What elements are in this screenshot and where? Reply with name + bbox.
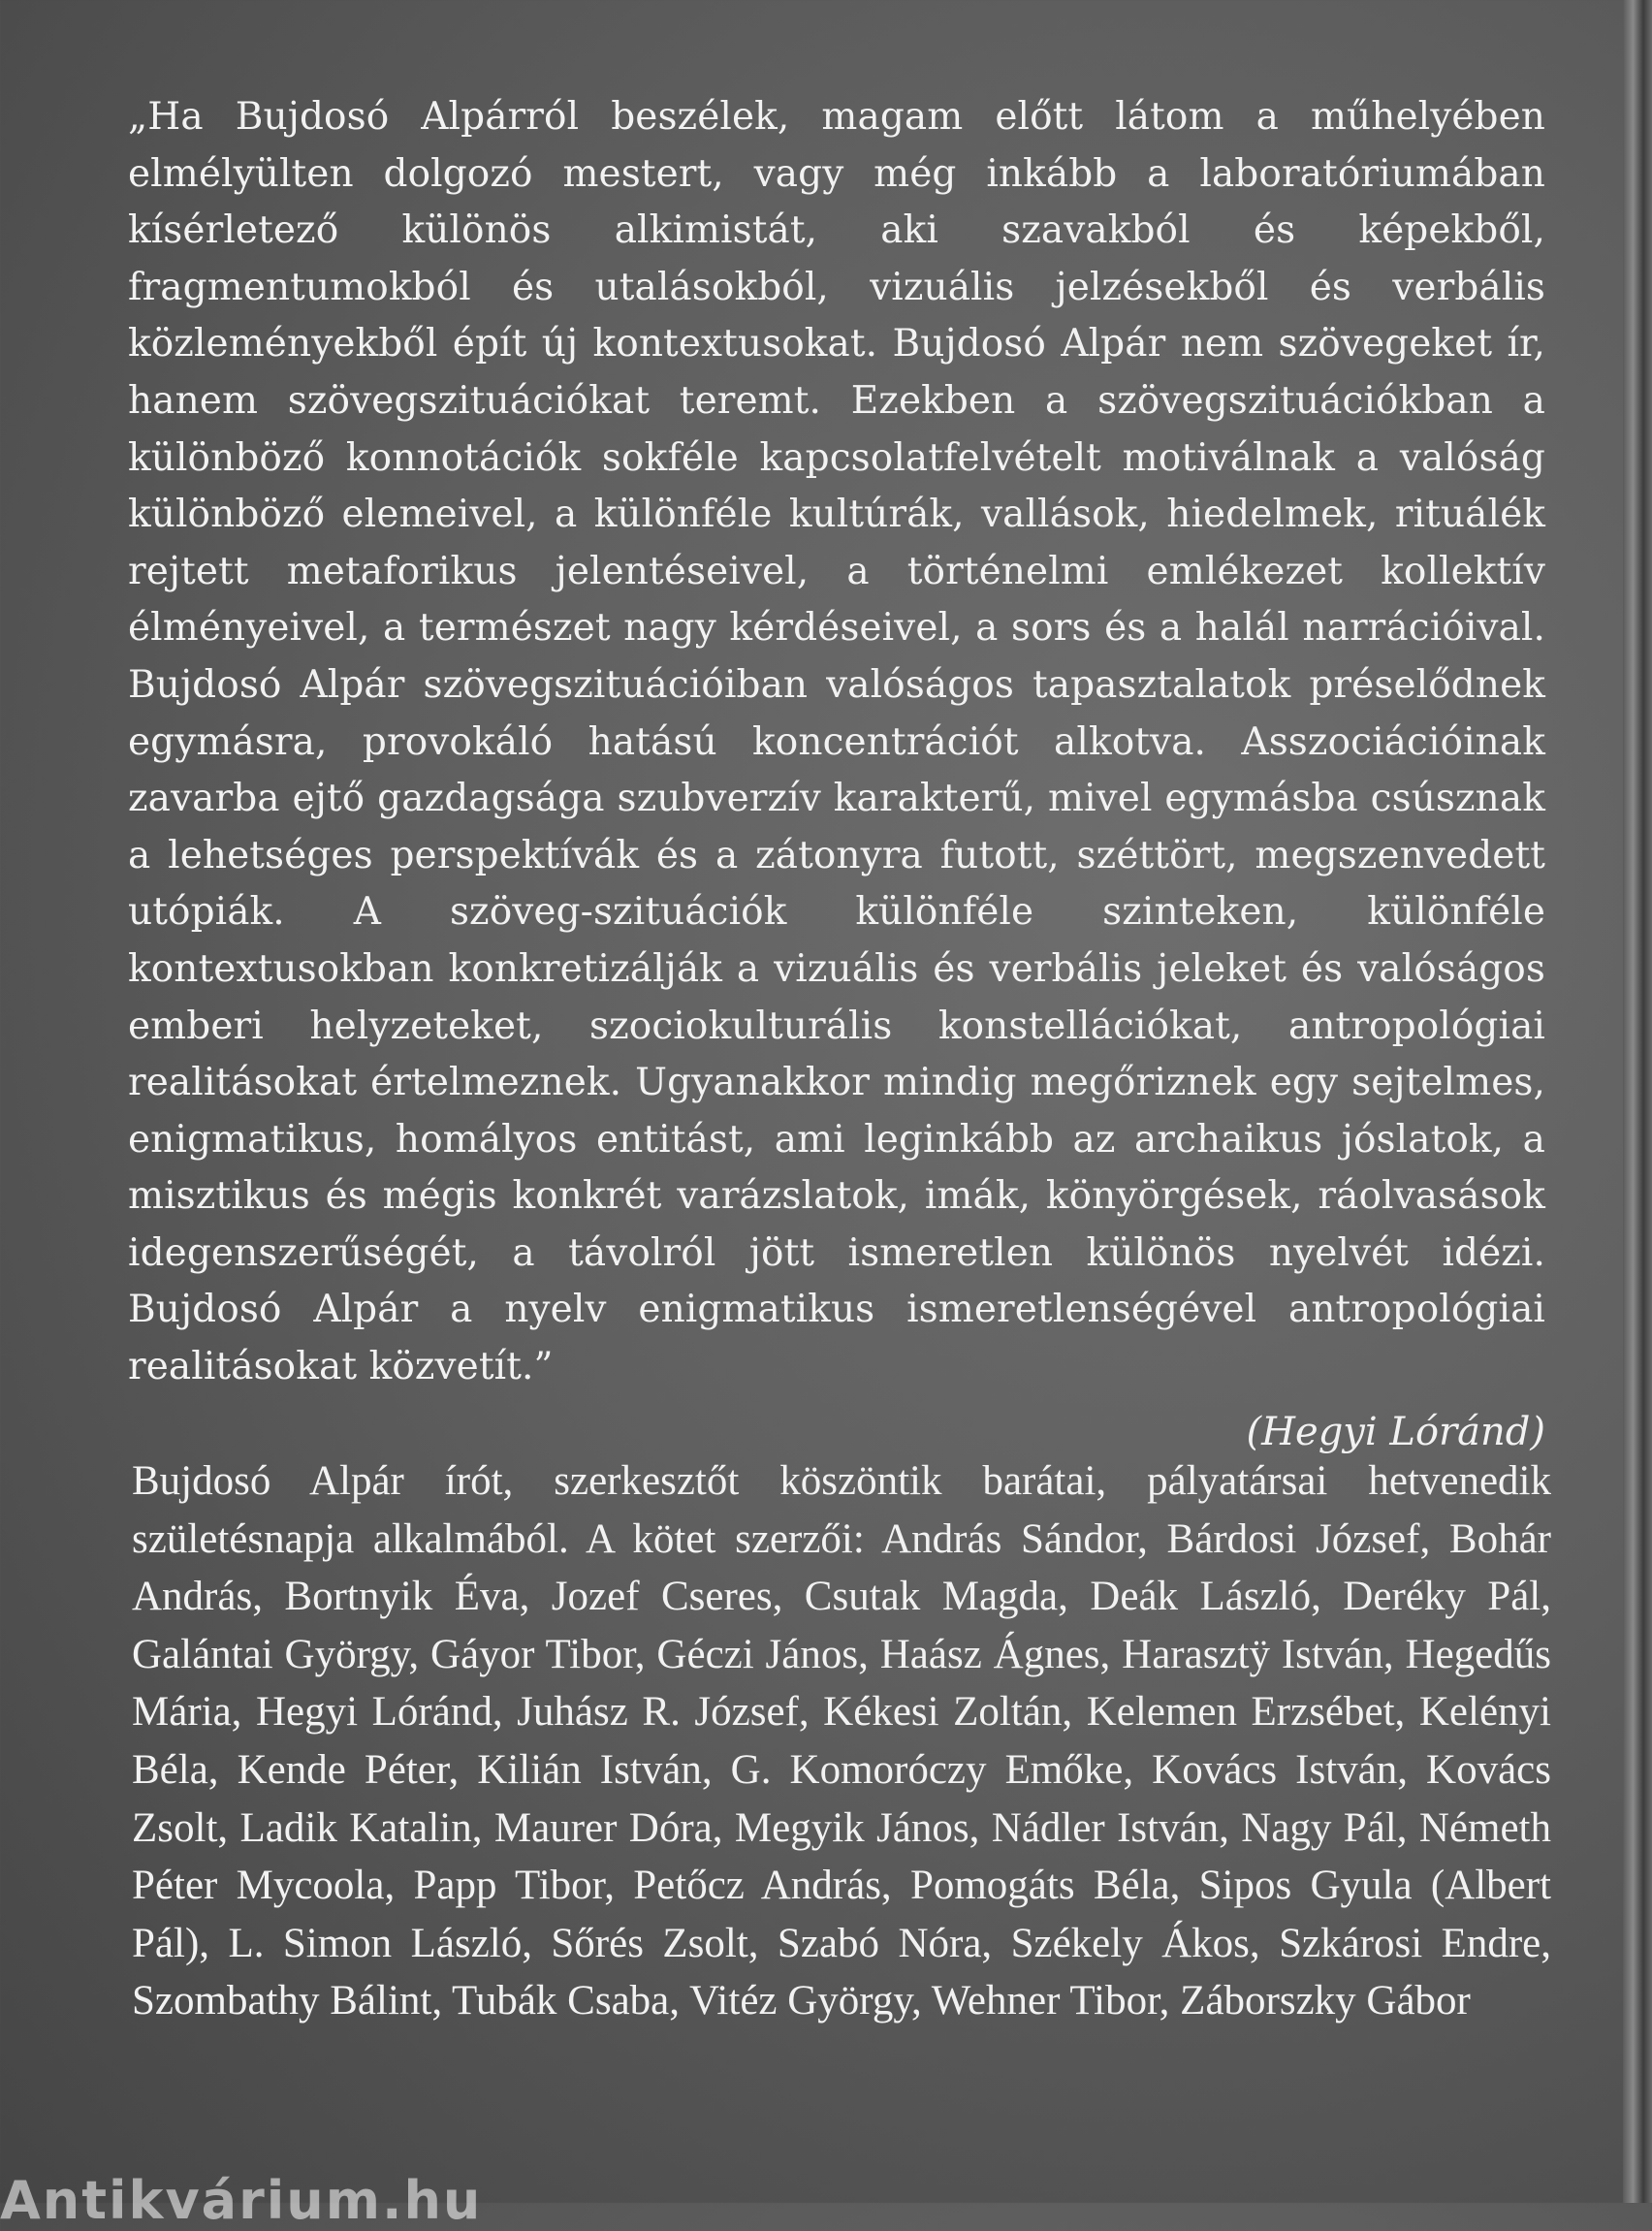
book-edge-shadow [1623,0,1652,2203]
authors-text: Bujdosó Alpár írót, szerkesztőt köszöntik barátai, pályatársai hetvenedik születésnapja alkalmából. A kötet szerzői: András Sándor, Bárdosi József, Bohár András, Bortnyik Éva, Jozef Cseres, Csutak Magda, Deák László, Deréky Pál, Galántai György, Gáyor Tibor, Géczi János, Haász Ágnes, Harasztÿ István, Hegedűs Mária, Hegyi Lóránd, Juhász R. József, Kékesi Zoltán, Kelemen Erzsébet, Kelényi Béla, Kende Péter, Kilián István, G. Komoróczy Emőke, Kovács István, Kovács Zsolt, Ladik Katalin, Maurer Dóra, Megyik János, Nádler István, Nagy Pál, Németh Péter Mycoola, Papp Tibor, Petőcz András, Pomogáts Béla, Sipos Gyula (Albert Pál), L. Simon László, Sőrés Zsolt, Szabó Nóra, Székely Ákos, Szkárosi Endre, Szombathy Bálint, Tubák Csaba, Vitéz György, Wehner Tibor, Záborszky Gábor [132,1458,1551,2024]
quote-text: „Ha Bujdosó Alpárról beszélek, magam előtt látom a műhelyében elmélyülten dolgozó mestert, vagy még inkább a laboratóriumában kísérletező különös alkimistát, aki szavakból és képekből, fragmentumokból és utalásokból, vizuális jelzésekből és verbális közleményekből épít új kontextusokat. Bujdosó Alpár nem szövegeket ír, hanem szövegszituációkat teremt. Ezekben a szövegszituációkban a különböző konnotációk sokféle kapcsolatfelvételt motiválnak a valóság különböző elemeivel, a különféle kultúrák, vallások, hiedelmek, rituálék rejtett metaforikus jelentéseivel, a történelmi emlékezet kollektív élményeivel, a természet nagy kérdéseivel, a sors és a halál narrációival. Bujdosó Alpár szövegszituációiban valóságos tapasztalatok préselődnek egymásra, provokáló hatású koncentrációt alkotva. Asszociációinak zavarba ejtő gazdagsága szubverzív karakterű, mivel egymásba csúsznak a lehetséges perspektívák és a zátonyra futott, széttört, megszenvedett utópiák. A szöveg-szituációk különféle szinteken, különféle kontextusokban konkretizálják a vizuális és verbális jeleket és valóságos emberi helyzeteket, szociokulturális konstellációkat, antropológiai realitásokat értelmeznek. Ugyanakkor mindig megőriznek egy sejtelmes, enigmatikus, homályos entitást, ami leginkább az archaikus jóslatok, a misztikus és mégis konkrét varázslatok, imák, könyörgések, ráolvasások idegenszerűségét, a távolról jött ismeretlen különös nyelvét idézi. Bujdosó Alpár a nyelv enigmatikus ismeretlenségével antropológiai realitásokat közvetít.” [128,95,1545,1389]
quote-section [128,89,1545,1454]
watermark-text: Antikvárium.hu [0,2170,483,2231]
authors-section [132,1452,1551,2030]
quote-attribution: (Hegyi Lóránd) [1246,1409,1545,1454]
